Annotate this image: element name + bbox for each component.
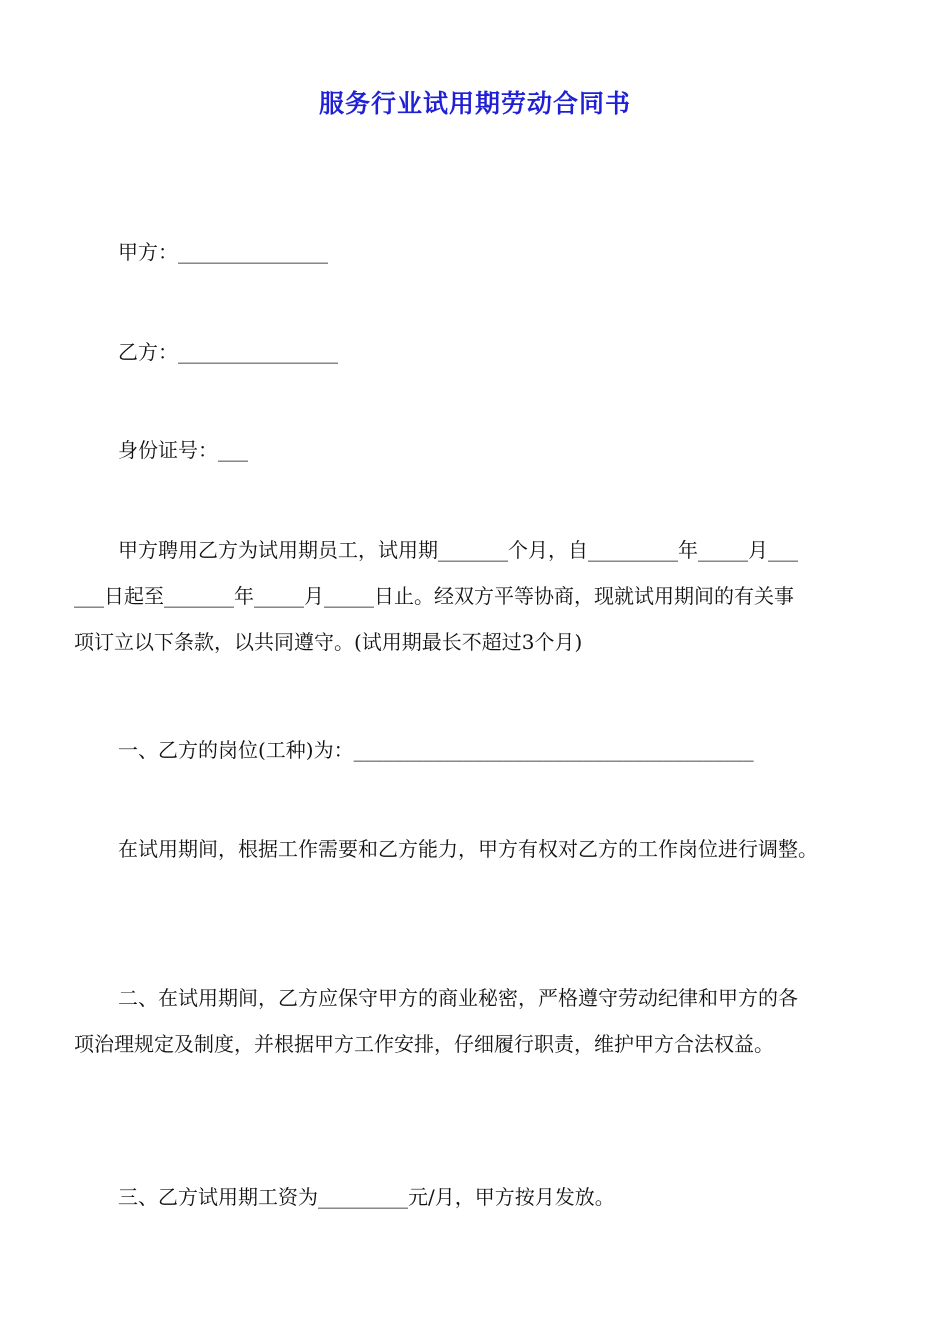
clause-1-body: 在试用期间，根据工作需要和乙方能力，甲方有权对乙方的工作岗位进行调整。: [118, 837, 818, 861]
party-b-field: 乙方：________________: [118, 340, 338, 364]
document-title: 服务行业试用期劳动合同书: [318, 89, 631, 118]
clause-3: 三、乙方试用期工资为_________元/月，甲方按月发放。: [118, 1185, 615, 1209]
intro-line-1: 甲方聘用乙方为试用期员工，试用期_______个月，自_________年_____月___: [118, 538, 798, 562]
clause-2-paragraph: [74, 975, 884, 1067]
clause-2-line-1: 二、在试用期间，乙方应保守甲方的商业秘密，严格遵守劳动纪律和甲方的各: [118, 986, 798, 1010]
clause-1-title: 一、乙方的岗位(工种)为：________________________________________: [118, 738, 754, 762]
intro-line-2: ___日起至_______年_____月_____日止。经双方平等协商，现就试用期间的有关事: [74, 584, 794, 608]
intro-line-3: 项订立以下条款，以共同遵守。(试用期最长不超过3个月): [74, 630, 583, 654]
party-a-field: 甲方：_______________: [118, 240, 328, 264]
intro-paragraph: [74, 527, 884, 665]
clause-2-line-2: 项治理规定及制度，并根据甲方工作安排，仔细履行职责，维护甲方合法权益。: [74, 1032, 774, 1056]
id-number-field: 身份证号：___: [118, 438, 248, 462]
